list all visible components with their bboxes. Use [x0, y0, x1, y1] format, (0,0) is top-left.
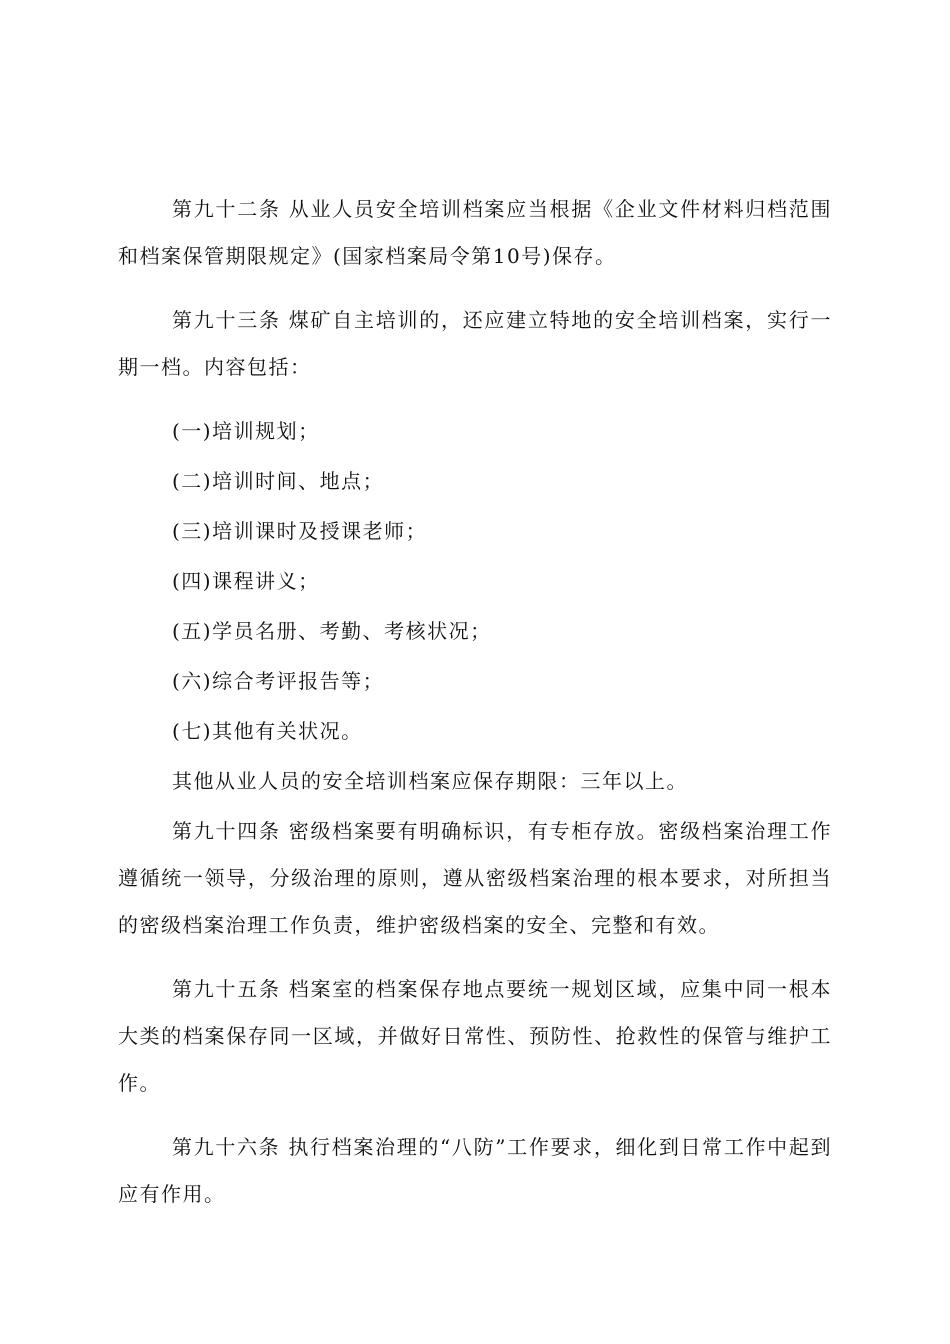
document-body [118, 186, 832, 1235]
article-96: 第九十六条 执行档案治理的“八防”工作要求，细化到日常工作中起到应有作用。 [118, 1135, 832, 1206]
article-92: 第九十二条 从业人员安全培训档案应当根据《企业文件材料归档范围和档案保管期限规定》(国家档案局令第10号)保存。 [118, 197, 832, 268]
list-item: (五)学员名册、考勤、考核状况； [172, 619, 492, 643]
list-item: (二)培训时间、地点； [172, 469, 385, 493]
article-95: 第九十五条 档案室的档案保存地点要统一规划区域，应集中同一根本大类的档案保存同一区域，并做好日常性、预防性、抢救性的保管与维护工作。 [118, 977, 832, 1095]
list-item: (四)课程讲义； [172, 569, 320, 593]
retention-note: 其他从业人员的安全培训档案应保存期限：三年以上。 [172, 769, 688, 793]
list-item: (三)培训课时及授课老师； [172, 519, 428, 543]
list-item: (六)综合考评报告等； [172, 669, 385, 693]
list-item: (七)其他有关状况。 [172, 719, 363, 743]
list-item: (一)培训规划； [172, 419, 320, 443]
article-94: 第九十四条 密级档案要有明确标识，有专柜存放。密级档案治理工作遵循统一领导，分级治理的原则，遵从密级档案治理的根本要求，对所担当的密级档案治理工作负责，维护密级档案的安全、完整和有效。 [118, 819, 832, 937]
article-93: 第九十三条 煤矿自主培训的，还应建立特地的安全培训档案，实行一期一档。内容包括： [118, 308, 832, 379]
